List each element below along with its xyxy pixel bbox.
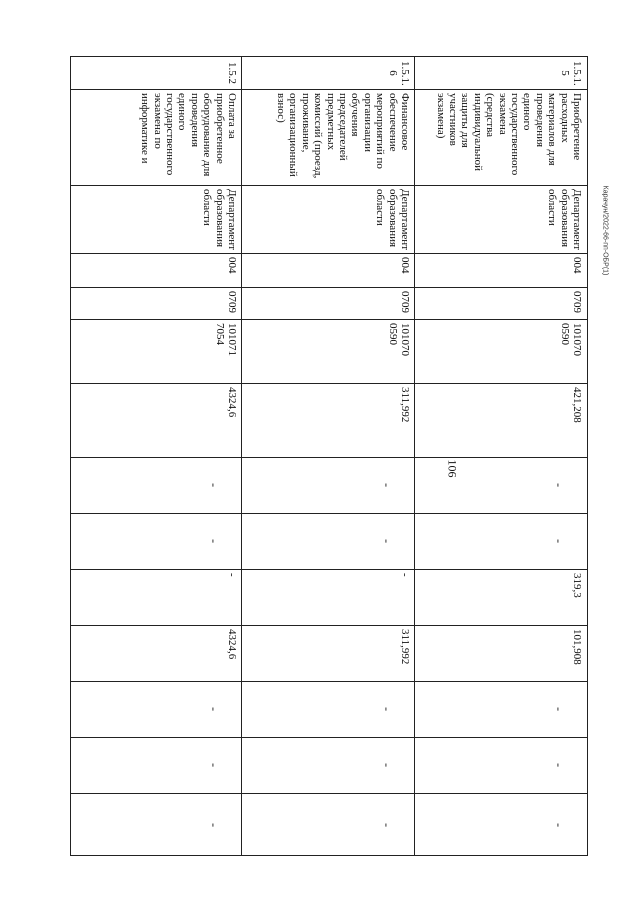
cell-csr: 101071 7054 <box>213 323 238 356</box>
cell-c5: - <box>552 707 566 711</box>
cell-grbs: 004 <box>226 257 238 274</box>
cell-rzpr: 0709 <box>226 291 238 313</box>
cell-grbs: 004 <box>571 257 583 274</box>
cell-c7: - <box>207 823 221 827</box>
cell-c5: - <box>207 707 221 711</box>
cell-csr: 101070 0590 <box>558 323 583 356</box>
cell-c4: 101,908 <box>571 629 583 665</box>
cell-c2: - <box>207 539 221 543</box>
cell-c4: 4324,6 <box>226 629 238 660</box>
cell-executor: Департамент образования области <box>201 189 238 251</box>
cell-c7: - <box>380 823 394 827</box>
cell-c7: - <box>552 823 566 827</box>
cell-total: 421,208 <box>571 387 583 423</box>
cell-c6: - <box>207 763 221 767</box>
budget-table <box>70 56 588 856</box>
cell-num: 1.5.2 <box>226 62 238 84</box>
cell-executor: Департамент образования области <box>546 189 583 251</box>
cell-csr: 101070 0590 <box>386 323 411 356</box>
cell-num: 1.5.1. 5 <box>558 61 583 86</box>
table-grid <box>70 56 588 856</box>
cell-c2: - <box>380 539 394 543</box>
cell-c1: - <box>380 483 394 487</box>
cell-grbs: 004 <box>399 257 411 274</box>
cell-name: Оплата за приобретенное оборудование для проведения единого государственного экзамена по информатике и <box>139 93 238 177</box>
cell-c2: - <box>552 539 566 543</box>
document-code: Карачун/2022-66-пп-ОБР(1) <box>601 185 609 275</box>
cell-total: 4324,6 <box>226 387 238 418</box>
cell-c1: - <box>552 483 566 487</box>
cell-rzpr: 0709 <box>399 291 411 313</box>
cell-c3: - <box>399 573 411 577</box>
cell-name: Приобретение расходных материалов для проведения единого государственного экзамена (средства индивидуальной защиты для участников экзамена) <box>434 93 583 176</box>
cell-c3: - <box>226 573 238 577</box>
cell-total: 311,992 <box>399 387 411 423</box>
cell-c6: - <box>380 763 394 767</box>
cell-num: 1.5.1. 6 <box>386 61 411 86</box>
cell-c5: - <box>380 707 394 711</box>
page-number: 106 <box>445 459 460 477</box>
cell-c1: - <box>207 483 221 487</box>
cell-c4: 311,992 <box>399 629 411 665</box>
cell-executor: Департамент образования области <box>374 189 411 251</box>
cell-rzpr: 0709 <box>571 291 583 313</box>
cell-name: Финансовое обеспечение мероприятий по организации обучения председателей предметных комиссий (проезд, проживание, организационный взнос) <box>274 93 411 179</box>
cell-c3: 319,3 <box>571 573 583 598</box>
cell-c6: - <box>552 763 566 767</box>
